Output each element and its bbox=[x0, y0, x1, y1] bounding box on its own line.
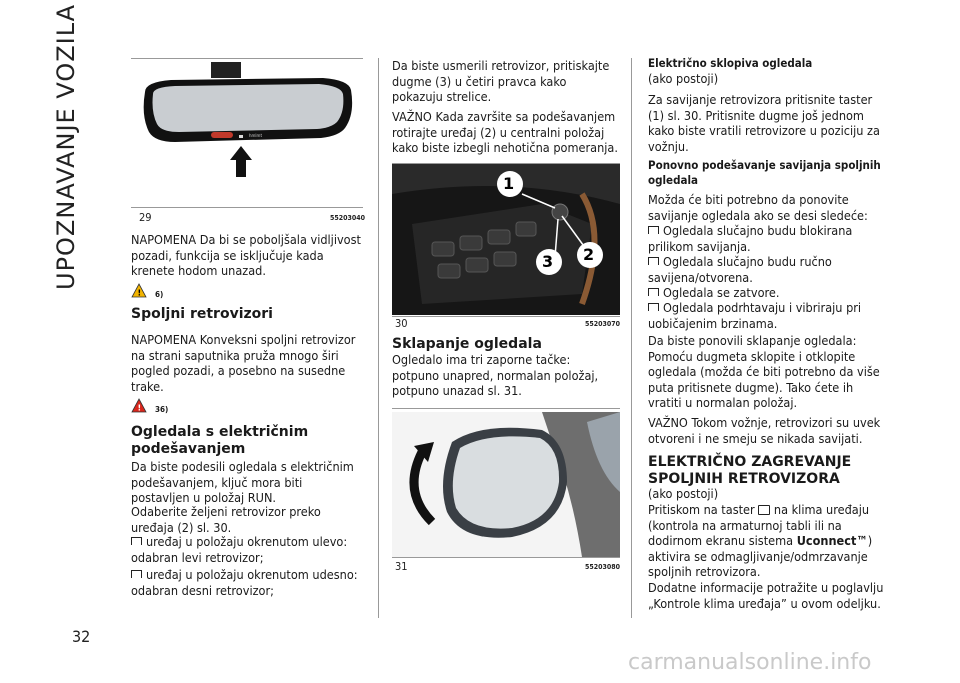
defrost-icon bbox=[758, 505, 770, 515]
paragraph: Da biste podesili ogledala s električnim podešavanjem, ključ mora biti postavljen u položaj RUN. bbox=[131, 459, 354, 505]
figure-top-rule bbox=[131, 58, 363, 59]
note-rear-visibility: NAPOMENA Da bi se poboljšala vidljivost pozadi, funkcija se isključuje kada krenete hodom unazad. bbox=[131, 232, 361, 278]
paragraph-heated-button bbox=[648, 502, 888, 580]
heading-folding: Sklapanje ogledala bbox=[392, 336, 542, 352]
callout-3: 3 bbox=[542, 252, 554, 271]
figure-number: 31 bbox=[395, 560, 408, 573]
important-note: VAŽNO Kada završite sa podešavanjem rotirajte uređaj (2) u centralni položaj kako biste izbegli nehotična pomeranja. bbox=[392, 109, 618, 155]
figure-number: 29 bbox=[139, 211, 152, 224]
figure-bottom-rule bbox=[392, 557, 620, 558]
figure-bottom-rule bbox=[131, 207, 363, 208]
bullet-item: Ogledala slučajno budu ručno savijena/otvorena. bbox=[648, 254, 888, 285]
figure-code: 55203080 bbox=[585, 563, 621, 571]
heading-electric-adjust: Ogledala s električnim podešavanjem bbox=[131, 424, 309, 457]
paragraph: (ako postoji) bbox=[648, 71, 719, 86]
figure-bottom-rule bbox=[392, 316, 620, 317]
paragraph: Ogledalo ima tri zaporne tačke: potpuno unapred, normalan položaj, potpuno unazad sl. 31. bbox=[392, 352, 599, 398]
warning-ref: 36) bbox=[155, 405, 169, 414]
heading-outside-mirrors: Spoljni retrovizori bbox=[131, 306, 273, 322]
important-note: VAŽNO Tokom vožnje, retrovizori su uvek otvoreni i ne smeju se nikada savijati. bbox=[648, 415, 881, 446]
column-divider bbox=[378, 58, 379, 618]
paragraph: Da biste ponovili sklapanje ogledala: Pomoću dugmeta sklopite i otklopite ogledala (možda će biti potrebno da više puta pritisnete dugme). Tako ćete ih vratiti u normalan položaj. bbox=[648, 333, 880, 410]
figure-29-rearview-mirror bbox=[131, 62, 363, 207]
paragraph: Za savijanje retrovizora pritisnite taster (1) sl. 30. Pritisnite dugme još jednom kako biste vratili retrovizore u poziciju za vožnju. bbox=[648, 92, 880, 154]
note-convex-mirror: NAPOMENA Konveksni spoljni retrovizor na strani saputnika pruža mnogo širi pogled pozadi, a posebno na susedne trake. bbox=[131, 332, 356, 394]
paragraph: Dodatne informacije potražite u poglavlju „Kontrole klima uređaja” u ovom odeljku. bbox=[648, 580, 884, 611]
watermark: carmanualsonline.info bbox=[628, 650, 872, 675]
figure-number: 30 bbox=[395, 317, 408, 330]
svg-text:hmlmt: hmlmt bbox=[249, 133, 263, 138]
callout-1: 1 bbox=[503, 174, 515, 193]
paragraph: Možda će biti potrebno da ponovite savijanje ogledala ako se desi sledeće: bbox=[648, 192, 868, 223]
paragraph: Odaberite željeni retrovizor preko uređaja (2) sl. 30. bbox=[131, 504, 321, 535]
text: Pritiskom na taster bbox=[648, 502, 755, 517]
text: na klima uređaju (kontrola na armaturnoj tabli ili na dodirnom ekranu sistema bbox=[648, 502, 870, 548]
bullet-item: Ogledala se zatvore. bbox=[648, 285, 888, 301]
bullet-item: Ogledala slučajno budu blokirana prilikom savijanja. bbox=[648, 223, 888, 254]
warning-ref: 6) bbox=[155, 290, 164, 299]
figure-top-rule bbox=[392, 408, 620, 409]
text: ) aktivira se odmagljivanje/odmrzavanje spoljnih retrovizora. bbox=[648, 533, 873, 579]
heading-power-fold: Električno sklopiva ogledala bbox=[648, 56, 813, 70]
heading-reset-fold: Ponovno podešavanje savijanja spoljnih ogledala bbox=[648, 158, 881, 187]
figure-30-door-switches bbox=[392, 164, 620, 315]
figure-31-side-mirror bbox=[392, 412, 620, 557]
bullet-item: uređaj u položaju okrenutom udesno: odabran desni retrovizor; bbox=[131, 567, 363, 598]
figure-code: 55203040 bbox=[330, 214, 366, 222]
bullet-item: Ogledala podrhtavaju i vibriraju pri uobičajenim brzinama. bbox=[648, 300, 888, 331]
heading-heated-mirrors: ELEKTRIČNO ZAGREVANJE SPOLJNIH RETROVIZORA bbox=[648, 454, 852, 487]
figure-code: 55203070 bbox=[585, 320, 621, 328]
warning-icon bbox=[131, 283, 153, 301]
bullet-item: uređaj u položaju okrenutom ulevo: odabran levi retrovizor; bbox=[131, 534, 363, 565]
paragraph: Da biste usmerili retrovizor, pritiskajte dugme (3) u četiri pravca kako pokazuju strelice. bbox=[392, 58, 610, 104]
callout-2: 2 bbox=[583, 245, 595, 264]
brand-name: Uconnect™ bbox=[796, 533, 868, 548]
page-number: 32 bbox=[72, 627, 91, 646]
danger-icon bbox=[131, 398, 153, 416]
column-divider bbox=[631, 58, 632, 618]
svg-text:!: ! bbox=[137, 403, 142, 413]
svg-text:!: ! bbox=[137, 288, 142, 298]
paragraph: (ako postoji) bbox=[648, 486, 719, 501]
section-title: UPOZNAVANJE VOZILA bbox=[52, 3, 80, 290]
